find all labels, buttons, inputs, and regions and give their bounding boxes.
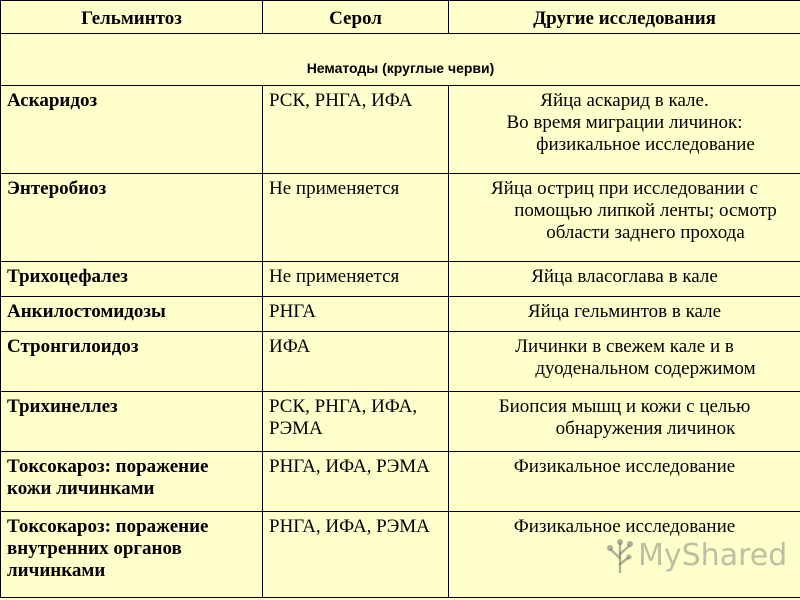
other-tests-value — [449, 86, 800, 174]
serology-value: РСК, РНГА, ИФА — [263, 86, 449, 174]
other-tests-value — [449, 332, 800, 392]
other-line: Яйца остриц при исследовании с — [490, 178, 758, 199]
header-helminthosis: Гельминтоз — [1, 1, 263, 34]
section-row — [1, 34, 800, 86]
other-line: Биопсия мышц и кожи с целью — [498, 396, 751, 417]
other-tests-value — [449, 262, 800, 297]
header-row — [1, 1, 800, 34]
watermark-text: MyShared — [638, 537, 788, 573]
table-row — [1, 86, 800, 174]
other-line: Физикальное исследование — [513, 456, 736, 477]
table-row — [1, 297, 800, 332]
other-line: области заднего прохода — [546, 222, 745, 243]
other-line: Личинки в свежем кале и в — [515, 336, 734, 357]
other-tests-value — [449, 452, 800, 512]
other-line: Яйца гельминтов в кале — [527, 301, 722, 322]
serology-value: РНГА, ИФА, РЭМА — [263, 512, 449, 598]
other-line: дуоденальном содержимом — [535, 358, 756, 379]
table-row — [1, 174, 800, 262]
table-row — [1, 512, 800, 598]
helminth-name: Аскаридоз — [1, 86, 263, 174]
other-line: обнаружения личинок — [555, 418, 736, 439]
header-serology: Серол — [263, 1, 449, 34]
helminth-name: Трихинеллез — [1, 392, 263, 452]
header-other-tests: Другие исследования — [449, 1, 800, 34]
serology-value: ИФА — [263, 332, 449, 392]
other-line: Яйца аскарид в кале. — [540, 90, 709, 111]
table-row — [1, 392, 800, 452]
serology-value: Не применяется — [263, 174, 449, 262]
other-tests-value — [449, 174, 800, 262]
other-tests-value — [449, 392, 800, 452]
other-line: Физикальное исследование — [513, 516, 736, 537]
other-tests-value — [449, 512, 800, 598]
serology-value: РНГА, ИФА, РЭМА — [263, 452, 449, 512]
table-row — [1, 452, 800, 512]
other-line: физикальное исследование — [536, 134, 755, 155]
table-row — [1, 332, 800, 392]
helminth-name: Стронгилоидоз — [1, 332, 263, 392]
other-line: Во время миграции личинок: — [506, 112, 743, 133]
helminth-name: Токсокароз: поражение кожи личинками — [1, 452, 263, 512]
helminth-name: Энтеробиоз — [1, 174, 263, 262]
helminth-name: Токсокароз: поражение внутренних органов личинками — [1, 512, 263, 598]
helminth-name: Анкилостомидозы — [1, 297, 263, 332]
other-line: помощью липкой ленты; осмотр — [514, 200, 777, 221]
serology-value: РНГА — [263, 297, 449, 332]
other-line: Яйца власоглава в кале — [531, 266, 718, 287]
other-tests-value — [449, 297, 800, 332]
section-title-nematodes: Нематоды (круглые черви) — [1, 34, 800, 86]
serology-value: РСК, РНГА, ИФА, РЭМА — [263, 392, 449, 452]
serology-value: Не применяется — [263, 262, 449, 297]
table-row — [1, 262, 800, 297]
helminth-name: Трихоцефалез — [1, 262, 263, 297]
